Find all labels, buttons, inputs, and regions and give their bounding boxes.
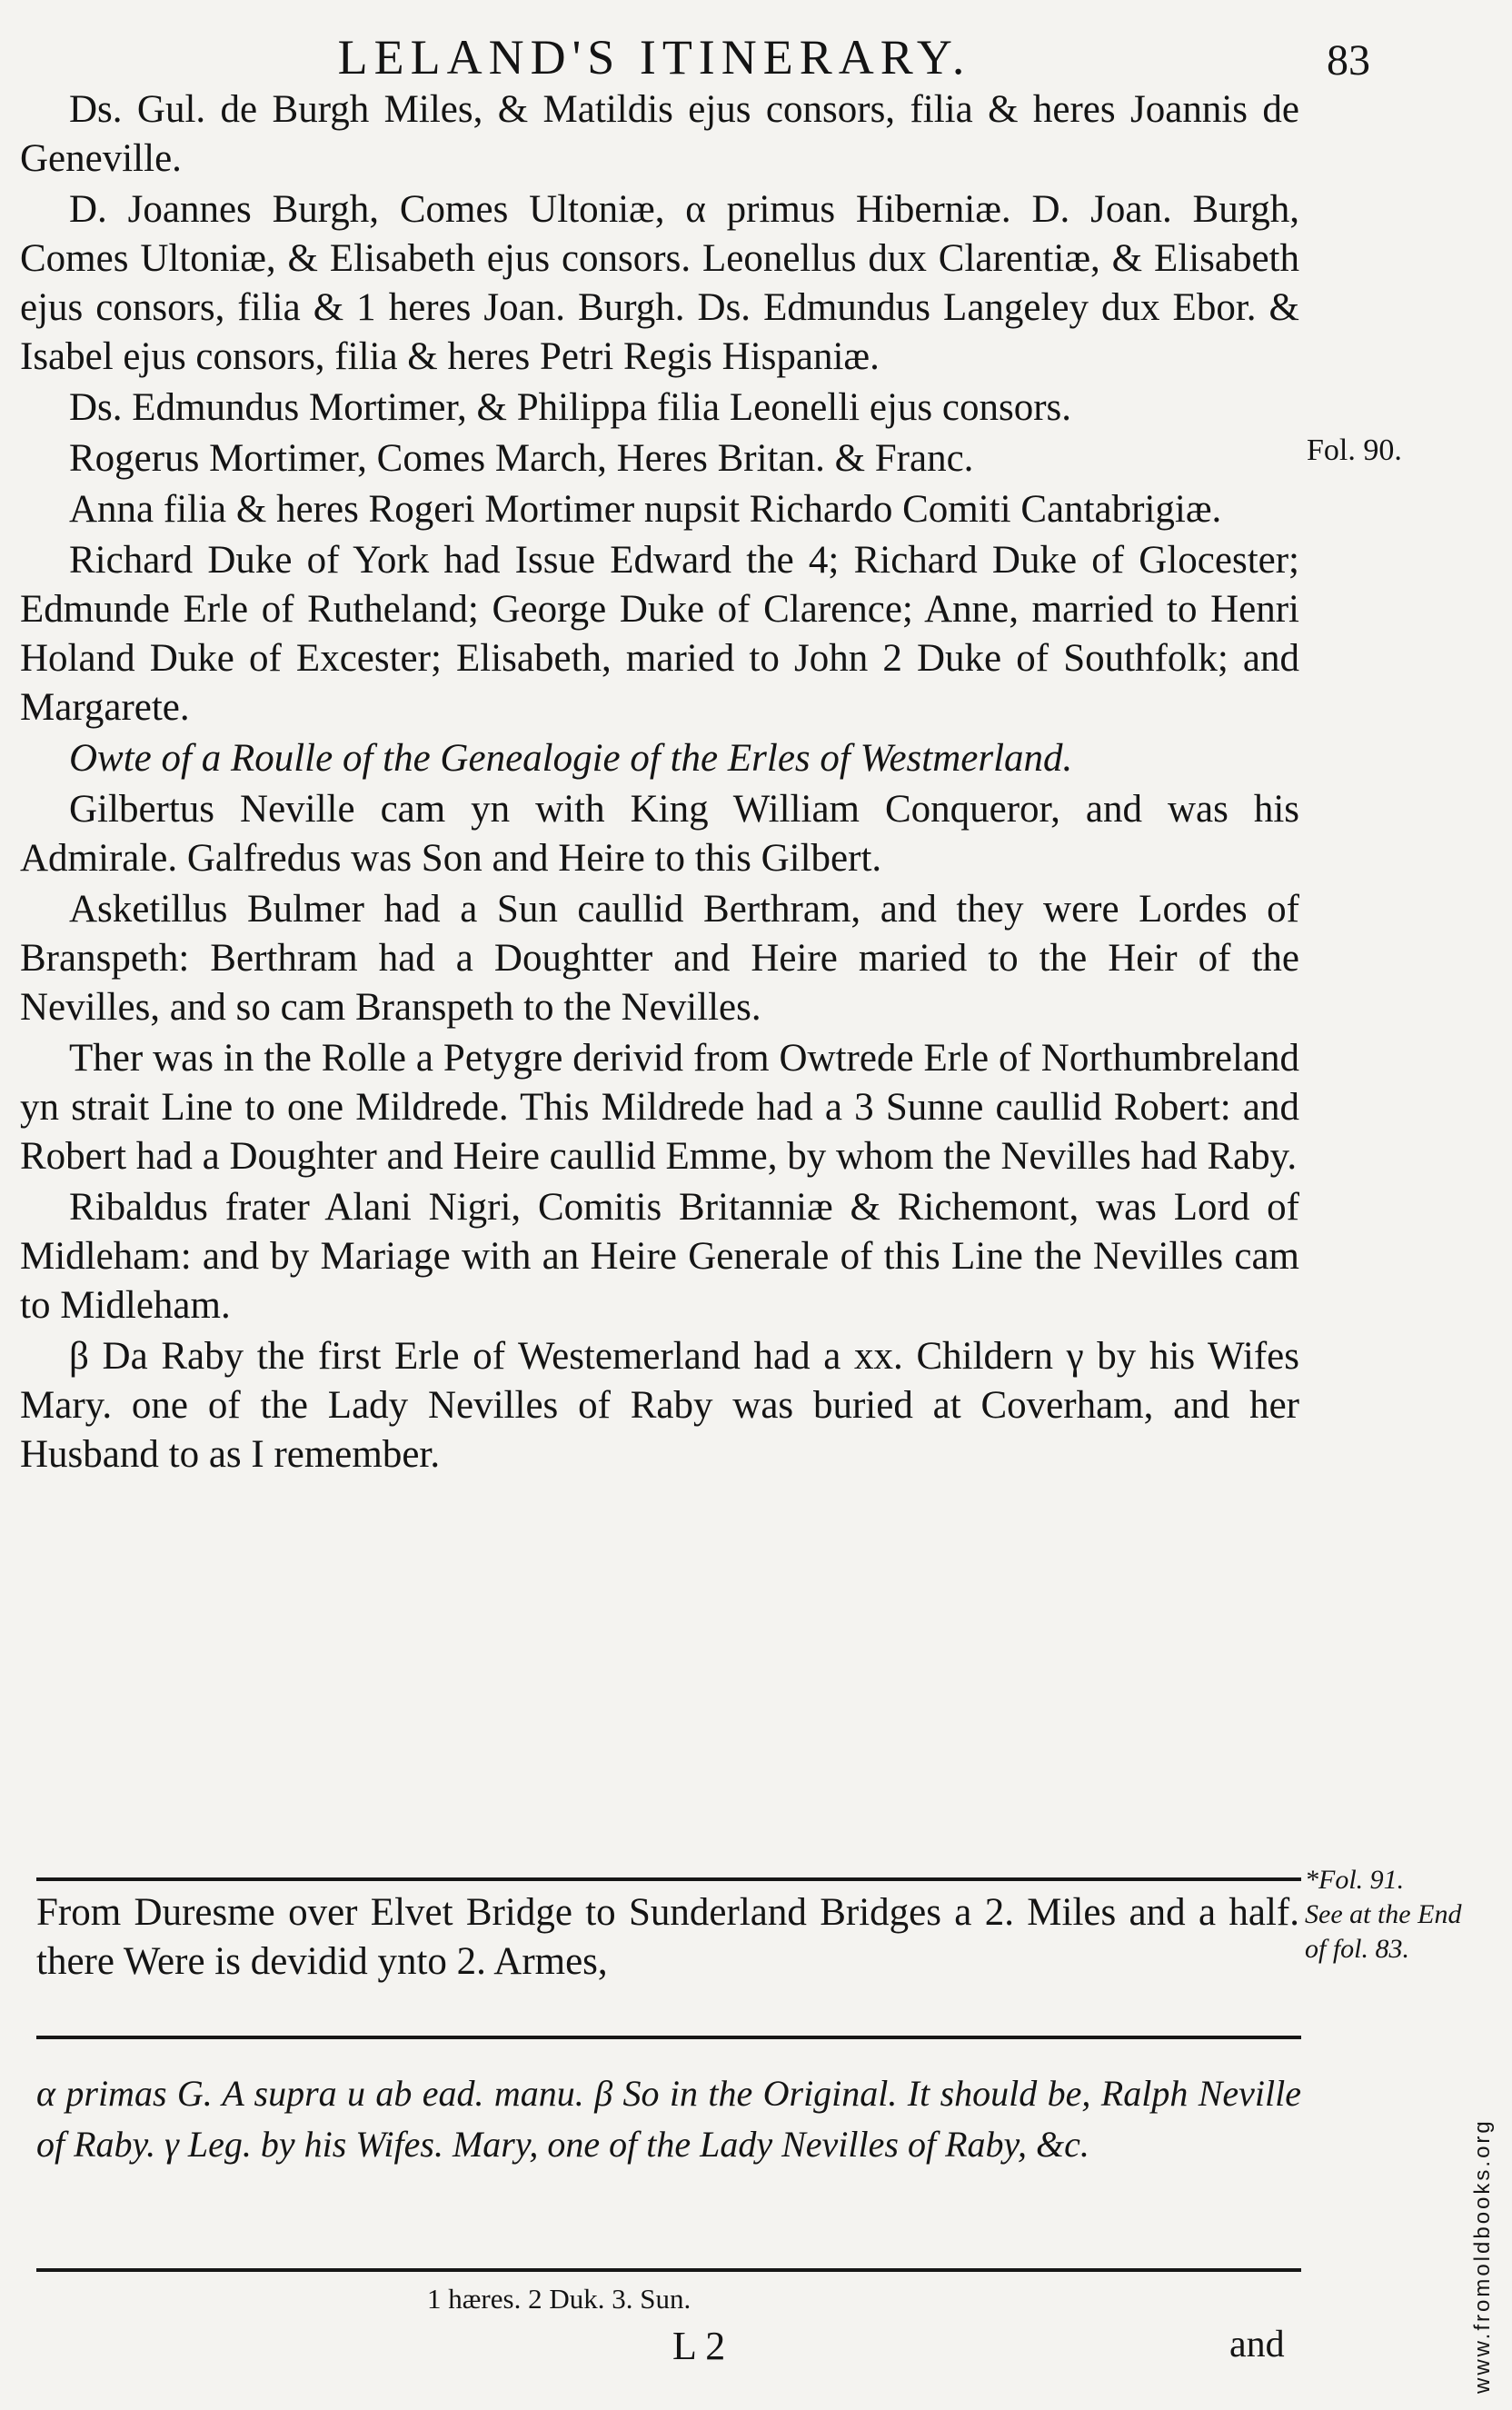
separator-rule-bottom bbox=[36, 2268, 1301, 2272]
section-heading: Owte of a Roulle of the Genealogie of the Erles of Westmerland. bbox=[69, 737, 1073, 780]
footnotes: 1 hæres. 2 Duk. 3. Sun. bbox=[427, 2283, 691, 2315]
margin-note-fol-91-title: *Fol. 91. bbox=[1305, 1865, 1405, 1895]
paragraph-11: β Da Raby the first Erle of Westemerland had a xx. Childern γ by his Wifes Mary. one of the Lady Nevilles of Raby was buried at Coverham, and her Husband to as I remember. bbox=[20, 1335, 1299, 1476]
page-number: 83 bbox=[1327, 36, 1370, 85]
paragraph-5: Anna filia & heres Rogeri Mortimer nupsit Richardo Comiti Cantabrigiæ. bbox=[69, 488, 1222, 531]
paragraph-2: D. Joannes Burgh, Comes Ultoniæ, α primus Hiberniæ. D. Joan. Burgh, Comes Ultoniæ, & Elisabeth ejus consors. Leonellus dux Clarentiæ, & Elisabeth ejus consors, filia & 1 heres Joan. Burgh. Ds. Edmundus Langeley dux Ebor. & Isabel ejus consors, filia & heres Petri Regis Hispaniæ. bbox=[20, 188, 1299, 378]
margin-note-fol-90: Fol. 90. bbox=[1307, 433, 1402, 467]
paragraph-9: Ther was in the Rolle a Petygre derivid from Owtrede Erle of Northumbreland yn strait Line to one Mildrede. This Mildrede had a 3 Sunne caullid Robert: and Robert had a Doughter and Heire caullid Emme, by whom the Nevilles had Raby. bbox=[20, 1037, 1299, 1178]
catchword: and bbox=[1229, 2324, 1285, 2365]
main-text-block bbox=[20, 85, 1299, 1857]
separator-rule-middle bbox=[36, 2036, 1301, 2039]
paragraph-4: Rogerus Mortimer, Comes March, Heres Britan. & Franc. bbox=[69, 437, 974, 480]
separator-rule-top bbox=[36, 1877, 1301, 1881]
watermark-text: www.fromoldbooks.org bbox=[1470, 2118, 1495, 2394]
margin-note-fol-91 bbox=[1305, 1863, 1487, 2023]
paragraph-8: Asketillus Bulmer had a Sun caullid Berthram, and they were Lordes of Branspeth: Berthram had a Doughtter and Heire maried to the Heir of the Nevilles, and so cam Branspeth to the Nevilles. bbox=[20, 888, 1299, 1029]
paragraph-10: Ribaldus frater Alani Nigri, Comitis Britanniæ & Richemont, was Lord of Midleham: and by Mariage with an Heire Generale of this Line the Nevilles cam to Midleham. bbox=[20, 1186, 1299, 1327]
running-header: LELAND'S ITINERARY. bbox=[337, 30, 971, 85]
margin-note-see-at-end: See at the End of fol. 83. bbox=[1305, 1899, 1462, 1964]
paragraph-3: Ds. Edmundus Mortimer, & Philippa filia Leonelli ejus consors. bbox=[69, 386, 1072, 429]
paragraph-1: Ds. Gul. de Burgh Miles, & Matildis ejus consors, filia & heres Joannis de Geneville. bbox=[20, 88, 1299, 180]
paragraph-6: Richard Duke of York had Issue Edward the 4; Richard Duke of Glocester; Edmunde Erle of Rutheland; George Duke of Clarence; Anne, married to Henri Holand Duke of Excester; Elisabeth, maried to John 2 Duke of Southfolk; and Margarete. bbox=[20, 539, 1299, 729]
second-section-text: From Duresme over Elvet Bridge to Sunderland Bridges a 2. Miles and a half. there Were is devidid ynto 2. Armes, bbox=[36, 1891, 1299, 1983]
editorial-notes: α primas G. A supra u ab ead. manu. β So in the Original. It should be, Ralph Neville of Raby. γ Leg. by his Wifes. Mary, one of the Lady Nevilles of Raby, &c. bbox=[36, 2073, 1301, 2165]
signature-mark: L 2 bbox=[672, 2324, 726, 2368]
paragraph-7: Gilbertus Neville cam yn with King William Conqueror, and was his Admirale. Galfredus was Son and Heire to this Gilbert. bbox=[20, 788, 1299, 880]
